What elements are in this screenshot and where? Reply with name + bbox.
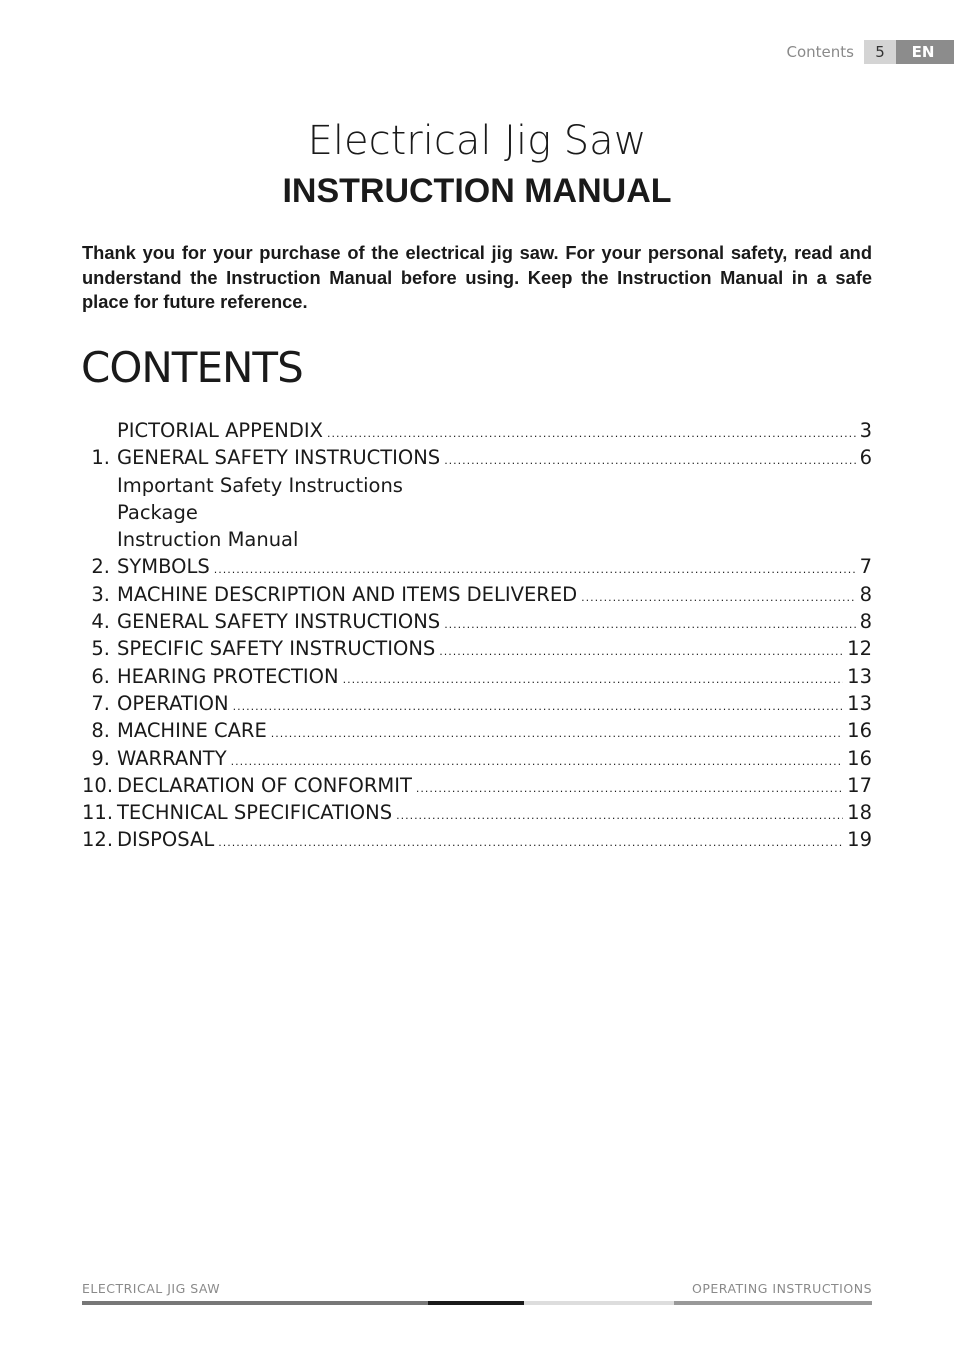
toc-entry-title: DECLARATION OF CONFORMIT [117,773,412,797]
toc-entry-title: MACHINE CARE [117,719,267,743]
toc-entry-title: WARRANTY [117,746,227,770]
toc-entry [82,801,872,828]
toc-dot-leader [327,427,856,440]
toc-entry [82,747,872,774]
document-subtitle: INSTRUCTION MANUAL [282,172,672,210]
toc-entry [82,692,872,719]
language-tab: EN [896,40,954,64]
toc-entry-title: Important Safety Instructions [117,473,403,497]
section-label: Contents [786,43,854,61]
toc-dot-leader [233,700,844,713]
toc-entry-title: Instruction Manual [117,528,299,552]
toc-entry [82,665,872,692]
toc-entry-number: 2. [91,555,110,579]
toc-entry-title: SPECIFIC SAFETY INSTRUCTIONS [117,637,436,661]
toc-entry [82,774,872,801]
page-header [787,40,954,64]
toc-entry [82,446,872,473]
toc-entry [82,610,872,637]
toc-entry-number: 1. [91,446,110,470]
page-number: 5 [864,40,896,64]
toc-dot-leader [444,454,855,467]
toc-entry-title: HEARING PROTECTION [117,664,339,688]
toc-entry-title: OPERATION [117,691,229,715]
footer-bar-segment-4 [674,1301,872,1305]
toc-entry-number: 10. [82,773,114,797]
toc-entry-number: 3. [91,582,110,606]
toc-entry [82,474,872,501]
toc-entry-page: 3 [859,419,872,442]
toc-entry-number: 4. [91,610,110,634]
toc-dot-leader [581,591,855,604]
toc-entry-title: DISPOSAL [117,828,215,852]
toc-entry [82,583,872,610]
toc-entry-page: 17 [847,773,872,797]
footer-doc-type: OPERATING INSTRUCTIONS [692,1281,872,1296]
toc-entry-page: 8 [859,610,872,634]
toc-entry-page: 16 [847,746,872,770]
toc-entry [82,528,872,555]
toc-entry-number: 5. [91,637,110,661]
toc-entry-title: Package [117,500,198,524]
toc-dot-leader [396,809,843,822]
toc-entry-page: 7 [859,555,872,579]
toc-entry-page: 16 [847,719,872,743]
toc-entry-page: 13 [847,691,872,715]
toc-dot-leader [271,727,843,740]
footer-bar-segment-3 [524,1301,674,1305]
toc-entry-number: 7. [91,691,110,715]
toc-entry-page: 6 [859,446,872,470]
toc-dot-leader [343,673,844,686]
intro-paragraph: Thank you for your purchase of the electrical jig saw. For your personal safety, read and understand the Instruction Manual before using. Keep the Instruction Manual in a safe place for future reference. [82,242,872,312]
toc-entry [82,637,872,664]
toc-dot-leader [416,782,843,795]
footer-product-name: ELECTRICAL JIG SAW [82,1281,221,1296]
toc-dot-leader [444,618,855,631]
footer-bar-segment-2 [428,1301,524,1305]
toc-entry [82,719,872,746]
toc-entry-title: MACHINE DESCRIPTION AND ITEMS DELIVERED [117,582,578,606]
toc-entry-title: SYMBOLS [117,555,210,579]
toc-entry-number: 9. [91,746,110,770]
contents-heading: CONTENTS [81,343,303,392]
toc-entry-page: 13 [847,664,872,688]
toc-entry-number: 8. [91,719,110,743]
toc-dot-leader [231,755,844,768]
toc-entry-page: 8 [859,582,872,606]
toc-dot-leader [218,836,843,849]
toc-entry-number: 12. [82,828,114,852]
toc-entry-title: GENERAL SAFETY INSTRUCTIONS [117,446,441,470]
toc-entry-title: GENERAL SAFETY INSTRUCTIONS [117,610,441,634]
toc-entry [82,501,872,528]
table-of-contents [82,419,872,856]
toc-entry [82,419,872,446]
toc-entry-page: 19 [847,828,872,852]
toc-entry-number: 11. [82,801,114,825]
toc-entry-number: 6. [91,664,110,688]
toc-entry-page: 12 [847,637,872,661]
toc-entry [82,828,872,855]
toc-entry-title: PICTORIAL APPENDIX [117,419,323,442]
toc-entry [82,555,872,582]
toc-entry-title: TECHNICAL SPECIFICATIONS [117,801,393,825]
footer-bar-segment-1 [82,1301,428,1305]
toc-entry-page: 18 [847,801,872,825]
toc-dot-leader [214,563,856,576]
document-title: Electrical Jig Saw [307,118,647,164]
toc-dot-leader [439,645,843,658]
